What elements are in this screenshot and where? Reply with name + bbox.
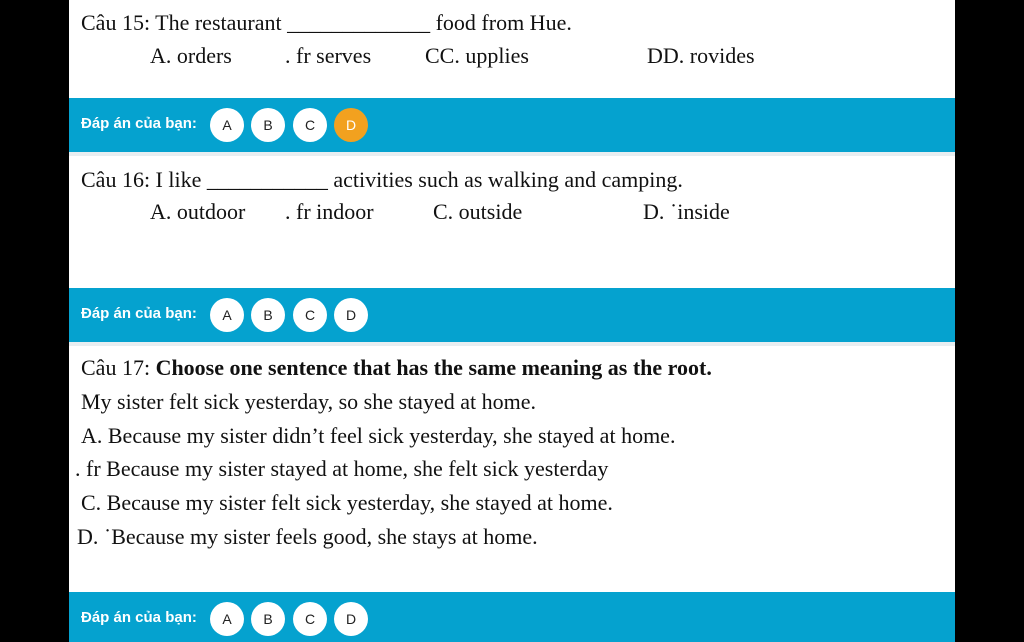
answer-16-b-button[interactable]: B [251,298,285,332]
question-17-option-c: C. Because my sister felt sick yesterday, she stayed at home. [81,490,613,515]
question-17-stem [81,355,712,381]
answer-15-b-button[interactable]: B [251,108,285,142]
answer-label: Đáp án của bạn: [81,115,197,132]
question-15-option-d: DD. rovides [647,43,755,68]
answer-15-c-button[interactable]: C [293,108,327,142]
question-17-option-d: D. ˙Because my sister feels good, she stays at home. [77,524,538,549]
answer-16-c-button[interactable]: C [293,298,327,332]
question-16-option-b: . fr indoor [285,199,374,224]
question-17-root-sentence: My sister felt sick yesterday, so she stayed at home. [81,389,536,414]
question-16-option-d: D. ˙inside [643,199,730,224]
answer-16-a-button[interactable]: A [210,298,244,332]
question-15-option-c: CC. upplies [425,43,529,68]
answer-17-b-button[interactable]: B [251,602,285,636]
answer-17-a-button[interactable]: A [210,602,244,636]
divider [69,152,955,156]
answer-label: Đáp án của bạn: [81,609,197,626]
answer-17-c-button[interactable]: C [293,602,327,636]
question-17-option-b: . fr Because my sister stayed at home, she felt sick yesterday [75,456,609,481]
answer-15-d-button[interactable]: D [334,108,368,142]
quiz-page [69,0,955,642]
answer-bar-17 [69,592,955,642]
question-17-number: Câu 17: [81,355,156,380]
question-17-option-a: A. Because my sister didn’t feel sick yesterday, she stayed at home. [81,423,676,448]
answer-15-a-button[interactable]: A [210,108,244,142]
question-15-option-a: A. orders [150,43,232,68]
answer-label: Đáp án của bạn: [81,305,197,322]
answer-bar-16 [69,288,955,342]
question-16-stem: Câu 16: I like ___________ activities such as walking and camping. [81,167,683,192]
divider [69,342,955,346]
question-17-instruction: Choose one sentence that has the same meaning as the root. [155,355,712,380]
answer-bar-15 [69,98,955,152]
answer-17-d-button[interactable]: D [334,602,368,636]
question-16-option-c: C. outside [433,199,523,224]
question-15-option-b: . fr serves [285,43,372,68]
answer-16-d-button[interactable]: D [334,298,368,332]
question-16-option-a: A. outdoor [150,199,246,224]
question-15-stem: Câu 15: The restaurant _____________ food from Hue. [81,10,572,35]
